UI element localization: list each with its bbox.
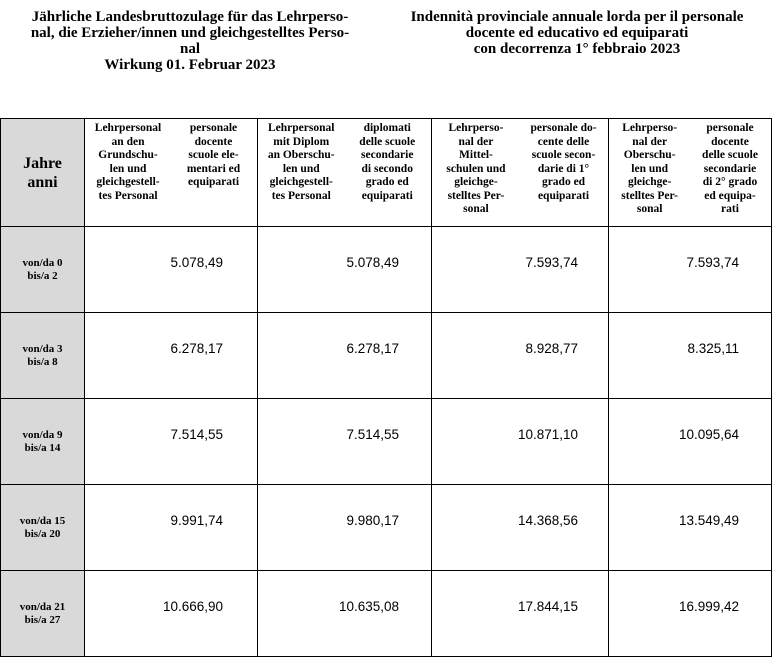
column-header-diploma-upper-school [258,119,432,227]
value-cell: 10.635,08 [258,571,432,657]
title-german: Jährliche Landesbruttozulage für das Lehrperso- nal, die Erzieher/innen und gleichgestelltes Perso- nal Wirkung 01. Februar 2023 [30,9,350,73]
column-header-it: personale docente scuole ele- mentari ed equiparati [186,122,241,188]
title-italian: Indennità provinciale annuale lorda per il personale docente ed educativo ed equiparati con decorrenza 1° febbraio 2023 [410,9,744,57]
column-header-primary-school [85,119,258,227]
header-row [1,119,772,227]
value-cell: 7.593,74 [609,227,772,313]
column-header-it: diplomati delle scuole secondarie di secondo grado ed equiparati [359,122,416,202]
column-header-upper-school [609,119,772,227]
years-header: Jahre anni [1,119,85,227]
table-row [1,571,772,657]
column-header-it: personale do- cente delle scuole secon- darie di 1° grado ed equiparati [530,122,597,202]
value-cell: 13.549,49 [609,485,772,571]
value-cell: 7.593,74 [432,227,609,313]
value-cell: 9.980,17 [258,485,432,571]
years-cell: von/da 9 bis/a 14 [1,399,85,485]
value-cell: 8.325,11 [609,313,772,399]
allowance-table [0,118,772,657]
column-header-de: Lehrpersonal mit Diplom an Oberschu- len und gleichgestell- tes Personal [267,122,335,202]
value-cell: 9.991,74 [85,485,258,571]
value-cell: 6.278,17 [258,313,432,399]
value-cell: 7.514,55 [258,399,432,485]
years-cell: von/da 3 bis/a 8 [1,313,85,399]
column-header-de: Lehrperso- nal der Mittel- schulen und gleichge- stelltes Per- sonal [446,122,506,215]
value-cell: 5.078,49 [258,227,432,313]
column-header-it: personale docente delle scuole secondarie di 2° grado ed equipa- rati [702,122,758,215]
table-row [1,313,772,399]
value-cell: 17.844,15 [432,571,609,657]
column-header-de: Lehrperso- nal der Oberschu- len und gleichge- stelltes Per- sonal [621,122,679,215]
value-cell: 7.514,55 [85,399,258,485]
value-cell: 5.078,49 [85,227,258,313]
value-cell: 10.871,10 [432,399,609,485]
value-cell: 8.928,77 [432,313,609,399]
value-cell: 10.095,64 [609,399,772,485]
table-row [1,485,772,571]
column-header-middle-school [432,119,609,227]
table-row [1,227,772,313]
value-cell: 10.666,90 [85,571,258,657]
value-cell: 6.278,17 [85,313,258,399]
years-cell: von/da 0 bis/a 2 [1,227,85,313]
table-row [1,399,772,485]
value-cell: 16.999,42 [609,571,772,657]
years-cell: von/da 21 bis/a 27 [1,571,85,657]
years-cell: von/da 15 bis/a 20 [1,485,85,571]
column-header-de: Lehrpersonal an den Grundschu- len und gleichgestell- tes Personal [94,122,162,202]
value-cell: 14.368,56 [432,485,609,571]
